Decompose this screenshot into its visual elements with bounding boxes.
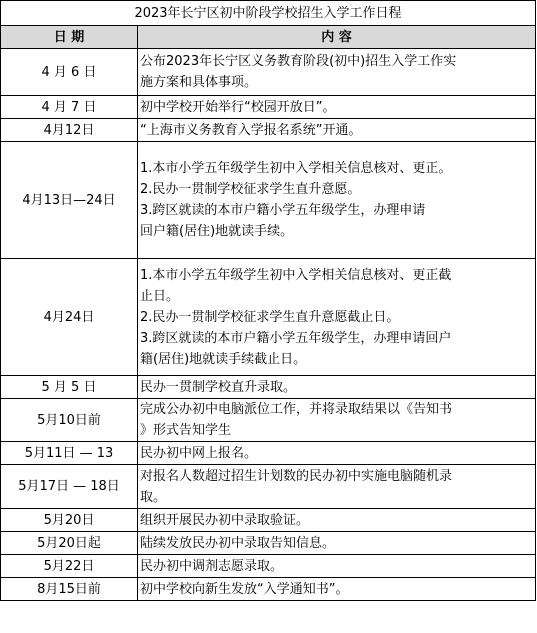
table-row [1, 119, 536, 142]
date-column-header: 日 期 [1, 26, 138, 49]
row-content [138, 49, 536, 96]
content-line: 籍(居住)地就读手续截止日。 [140, 351, 307, 367]
content-line: 组织开展民办初中录取验证。 [140, 512, 310, 528]
row-date: 5 月 5 日 [1, 376, 138, 399]
row-content [138, 578, 536, 601]
row-content [138, 119, 536, 142]
table-row [1, 376, 536, 399]
row-date: 5月20日起 [1, 532, 138, 555]
row-content [138, 509, 536, 532]
table-row [1, 509, 536, 532]
row-date: 5月11日 — 13 [1, 442, 138, 465]
table-row [1, 532, 536, 555]
row-content [138, 142, 536, 259]
row-content [138, 96, 536, 119]
content-line: 3.跨区就读的本市户籍小学五年级学生，办理申请 [140, 203, 426, 218]
content-line: 取。 [140, 489, 167, 505]
row-content [138, 465, 536, 509]
content-line: 2.民办一贯制学校征求学生直升意愿。 [140, 182, 361, 197]
content-line: 完成公办初中电脑派位工作，并将录取结果以《告知书 [140, 402, 453, 417]
table-row [1, 142, 536, 259]
row-date: 5月20日 [1, 509, 138, 532]
content-line: “上海市义务教育入学报名系统”开通。 [140, 122, 362, 138]
table-title: 2023年长宁区初中阶段学校招生入学工作日程 [1, 1, 536, 26]
content-line: 民办初中调剂志愿录取。 [140, 558, 284, 574]
content-line: 陆续发放民办初中录取告知信息。 [140, 535, 336, 551]
row-content [138, 399, 536, 442]
row-date: 5月10日前 [1, 399, 138, 442]
content-line: 初中学校开始举行“校园开放日”。 [140, 99, 336, 115]
content-column-header: 内 容 [138, 26, 536, 49]
row-date: 4月13日—24日 [1, 142, 138, 259]
content-line: 1.本市小学五年级学生初中入学相关信息核对、更正截 [140, 267, 452, 283]
content-line: 》形式告知学生 [140, 423, 232, 438]
content-line: 3.跨区就读的本市户籍小学五年级学生，办理申请回户 [140, 330, 452, 346]
content-line: 民办初中网上报名。 [140, 445, 258, 461]
row-date: 4月12日 [1, 119, 138, 142]
row-content [138, 259, 536, 376]
content-line: 公布2023年长宁区义务教育阶段(初中)招生入学工作实 [140, 54, 457, 69]
content-line: 初中学校向新生发放“入学通知书”。 [140, 581, 349, 597]
table-row [1, 555, 536, 578]
row-content [138, 555, 536, 578]
table-row [1, 49, 536, 96]
table-row [1, 259, 536, 376]
row-date: 4 月 7 日 [1, 96, 138, 119]
row-date: 5月22日 [1, 555, 138, 578]
row-date: 4月24日 [1, 259, 138, 376]
table-row [1, 399, 536, 442]
row-content [138, 442, 536, 465]
row-date: 8月15日前 [1, 578, 138, 601]
table-row [1, 578, 536, 601]
content-line: 对报名人数超过招生计划数的民办初中实施电脑随机录 [140, 468, 453, 484]
content-line: 施方案和具体事项。 [140, 75, 258, 90]
content-line: 止日。 [140, 288, 180, 304]
row-date: 5月17日 — 18日 [1, 465, 138, 509]
table-row [1, 465, 536, 509]
title-row [1, 1, 536, 26]
table-row [1, 96, 536, 119]
content-line: 2.民办一贯制学校征求学生直升意愿截止日。 [140, 309, 400, 325]
content-line: 回户籍(居住)地就读手续。 [140, 224, 294, 239]
content-line: 1.本市小学五年级学生初中入学相关信息核对、更正。 [140, 161, 452, 176]
row-date: 4 月 6 日 [1, 49, 138, 96]
header-row [1, 26, 536, 49]
row-content [138, 532, 536, 555]
row-content [138, 376, 536, 399]
table-row [1, 442, 536, 465]
content-line: 民办一贯制学校直升录取。 [140, 379, 297, 395]
